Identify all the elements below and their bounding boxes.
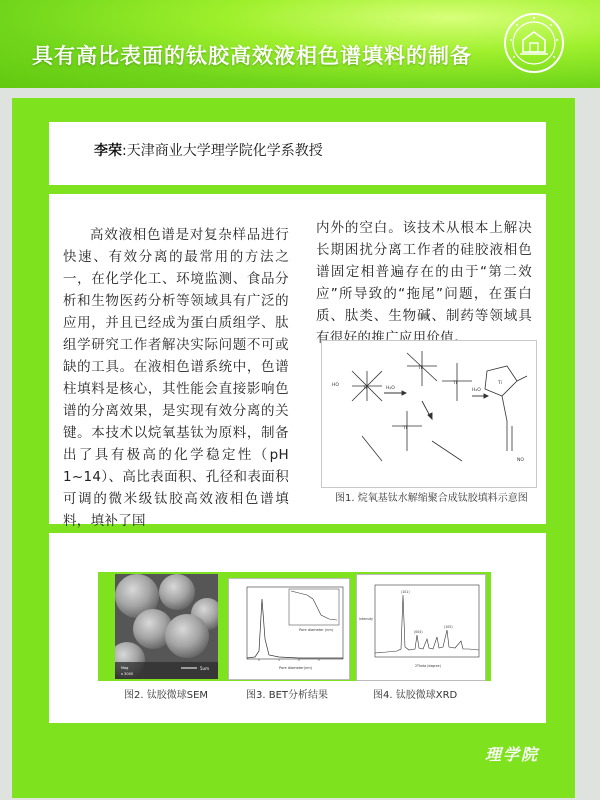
svg-text:(004): (004) bbox=[414, 630, 423, 634]
svg-text:Ti: Ti bbox=[453, 381, 457, 386]
figure3-caption: 图3. BET分析结果 bbox=[246, 690, 329, 701]
figure2-caption: 图2. 钛胶微球SEM bbox=[124, 690, 209, 701]
svg-text:2Theta (degree): 2Theta (degree) bbox=[415, 664, 441, 668]
synthesis-scheme-figure bbox=[321, 340, 537, 488]
svg-text:5um: 5um bbox=[200, 666, 209, 671]
svg-text:(101): (101) bbox=[401, 590, 410, 594]
svg-text:Ti: Ti bbox=[498, 381, 502, 386]
svg-text:Ti: Ti bbox=[363, 386, 367, 391]
svg-text:(105): (105) bbox=[444, 625, 453, 629]
figure1-caption: 图1. 烷氧基钛水解缩聚合成钛胶填料示意图 bbox=[335, 493, 528, 504]
sem-micrograph-image bbox=[115, 574, 218, 679]
svg-text:Mag: Mag bbox=[121, 666, 129, 670]
svg-text:H₂O: H₂O bbox=[472, 388, 481, 393]
university-seal-icon bbox=[503, 12, 565, 74]
bet-analysis-chart bbox=[228, 578, 350, 680]
svg-text:x 3000: x 3000 bbox=[121, 672, 134, 676]
college-signature: 理学院 bbox=[485, 745, 540, 764]
body-left-column: 高效液相色谱是对复杂样品进行快速、有效分离的最常用的方法之一，在化学化工、环境监测、食品分析和生物医药分析等领域具有广泛的应用，并且已经成为蛋白质组学、肽组学研究工作者解决实际问题不可或缺的工具。在液相色谱系统中，色谱柱填料是核心，其性能会直接影响色谱的分离效果，是实现有效分离的关键。本技术以烷氧基钛为原料，制备出了具有极高的化学稳定性（pH 1~14）、高比表面积、孔径和表面积可调的微米级钛胶高效液相色谱填料，填补了国 bbox=[63, 227, 289, 529]
svg-text:H₂O: H₂O bbox=[386, 386, 395, 391]
figure4-caption: 图4. 钛胶微球XRD bbox=[373, 690, 458, 701]
page-title: 具有高比表面的钛胶高效液相色谱填料的制备 bbox=[32, 44, 472, 68]
header-banner bbox=[0, 0, 600, 88]
svg-text:Ti: Ti bbox=[403, 426, 407, 431]
svg-text:Pore diameter (nm): Pore diameter (nm) bbox=[299, 628, 334, 632]
svg-text:Intensity: Intensity bbox=[359, 617, 373, 621]
author-affiliation: 天津商业大学理学院化学系教授 bbox=[126, 143, 323, 159]
author-separator: : bbox=[122, 143, 127, 159]
author-name: 李荣 bbox=[94, 143, 122, 159]
svg-text:NO: NO bbox=[517, 458, 524, 463]
svg-text:Pore diameter(nm): Pore diameter(nm) bbox=[279, 666, 312, 670]
xrd-pattern-chart bbox=[356, 574, 486, 681]
body-right-column: 内外的空白。该技术从根本上解决长期困扰分离工作者的硅胶液相色谱固定相普遍存在的由于“第二效应”所导致的“拖尾”问题，在蛋白质、肽类、生物碱、制药等领域具有很好的推广应用价值。 bbox=[316, 220, 532, 346]
svg-text:HO: HO bbox=[332, 383, 339, 388]
author-line bbox=[94, 140, 323, 160]
svg-text:Ti: Ti bbox=[418, 366, 422, 371]
